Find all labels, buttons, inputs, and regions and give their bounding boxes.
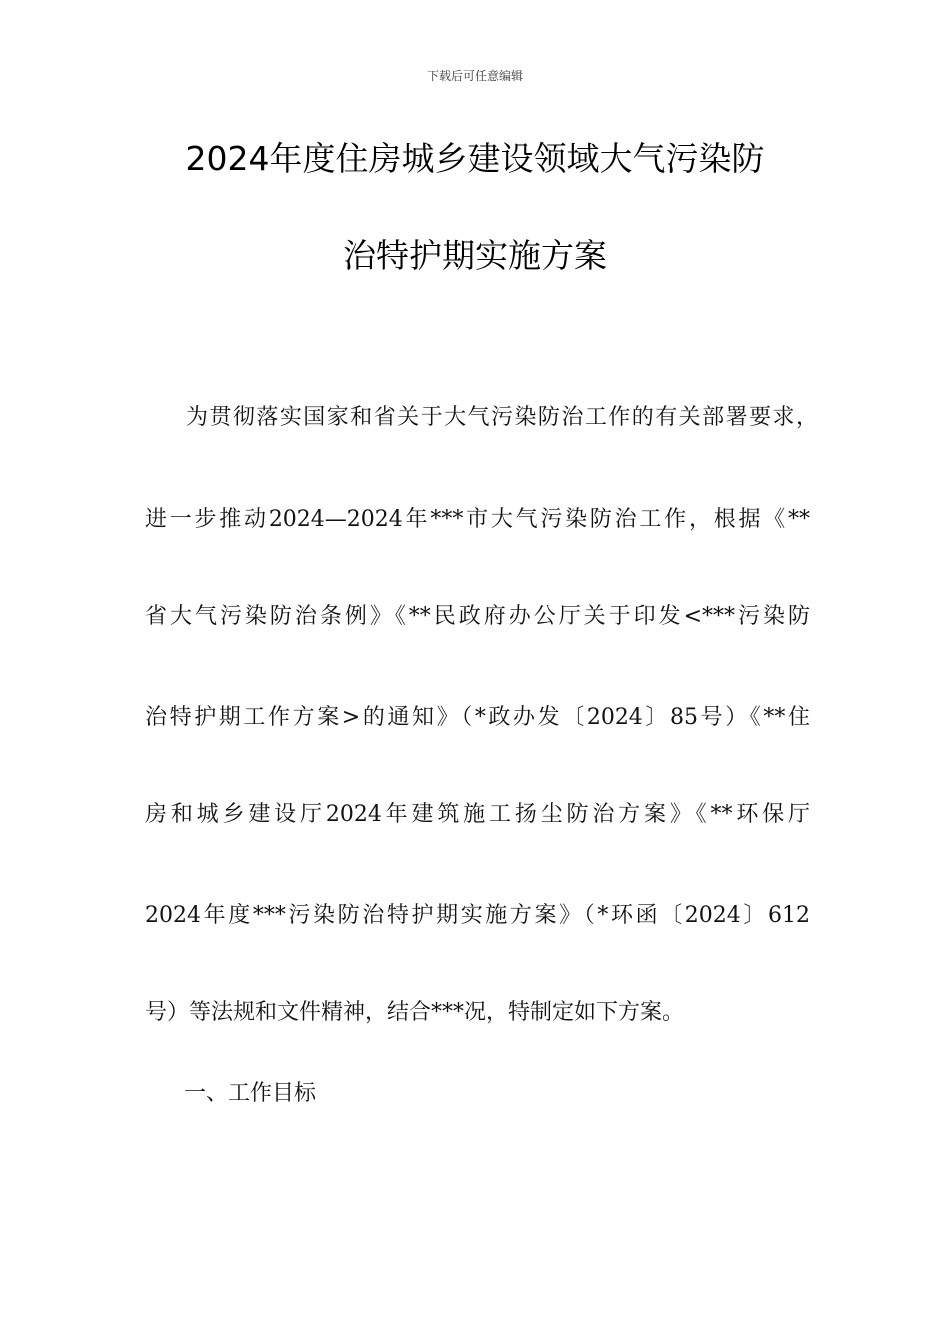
document-title-line-1: 2024年度住房城乡建设领域大气污染防: [185, 139, 765, 178]
paragraph-line: 2024年度***污染防治特护期实施方案》（*环函〔2024〕612: [145, 903, 810, 928]
paragraph-line: 号）等法规和文件精神，结合***况，特制定如下方案。: [145, 1000, 685, 1025]
header-note: 下载后可任意编辑: [426, 69, 523, 83]
paragraph-line: 为贯彻落实国家和省关于大气污染防治工作的有关部署要求，: [186, 405, 818, 430]
paragraph-line: 房和城乡建设厅2024年建筑施工扬尘防治方案》《**环保厅: [145, 802, 810, 827]
paragraph-line: 治特护期工作方案>的通知》（*政办发〔2024〕85号）《**住: [145, 705, 810, 730]
section-heading: 一、工作目标: [184, 1081, 317, 1106]
paragraph-line: 进一步推动2024—2024年***市大气污染防治工作，根据《**: [145, 507, 810, 532]
paragraph-line: 省大气污染防治条例》《**民政府办公厅关于印发<***污染防: [145, 604, 810, 629]
document-title-line-2: 治特护期实施方案: [343, 236, 607, 275]
